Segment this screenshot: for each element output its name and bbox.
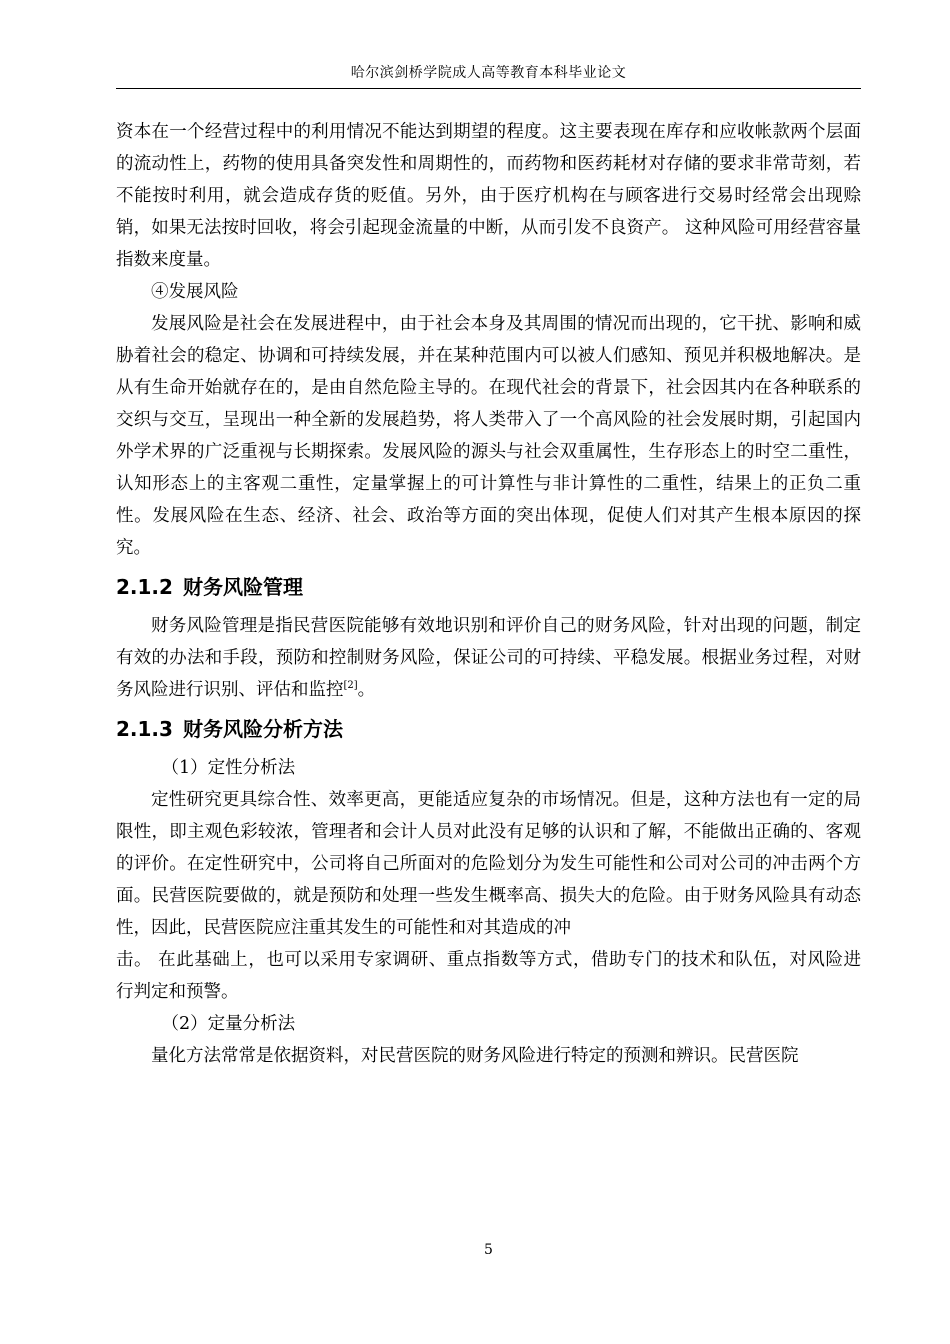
paragraph-development-risk: 发展风险是社会在发展进程中，由于社会本身及其周围的情况而出现的，它干扰、影响和威胁着社会的稳定、协调和可持续发展，并在某种范围内可以被人们感知、预见并积极地解决。是从有生命开始就存在的，是由自然危险主导的。在现代社会的背景下，社会因其内在各种联系的交织与交互，呈现出一种全新的发展趋势，将人类带入了一个高风险的社会发展时期，引起国内外学术界的广泛重视与长期探索。发展风险的源头与社会双重属性，生存形态上的时空二重性，认知形态上的主客观二重性，定量掌握上的可计算性与非计算性的二重性，结果上的正负二重性。发展风险在生态、经济、社会、政治等方面的突出体现，促使人们对其产生根本原因的探究。 — [116, 314, 861, 558]
page-number: 5 — [484, 1242, 493, 1258]
header-rule — [116, 88, 861, 89]
list-item-development-risk: ④发展风险 — [151, 282, 239, 302]
paragraph-quantitative: 量化方法常常是依据资料，对民营医院的财务风险进行特定的预测和辨识。民营医院 — [151, 1046, 799, 1066]
citation-ref: [2] — [343, 680, 358, 692]
section-title: 财务风险分析方法 — [182, 717, 343, 741]
paragraph-text: 财务风险管理是指民营医院能够有效地识别和评价自己的财务风险，针对出现的问题，制定有效的办法和手段，预防和控制财务风险，保证公司的可持续、平稳发展。根据业务过程，对财务风险进行识别、评估和监控 — [116, 616, 861, 700]
running-header: 哈尔滨剑桥学院成人高等教育本科毕业论文 — [350, 65, 627, 81]
section-title: 财务风险管理 — [182, 575, 303, 599]
section-number: 2.1.3 — [116, 717, 173, 741]
section-number: 2.1.2 — [116, 575, 173, 599]
paragraph-capital-risk: 资本在一个经营过程中的利用情况不能达到期望的程度。这主要表现在库存和应收帐款两个层面的流动性上，药物的使用具备突发性和周期性的，而药物和医药耗材对存储的要求非常苛刻，若不能按时利用，就会造成存货的贬值。另外，由于医疗机构在与顾客进行交易时经常会出现赊销，如果无法按时回收，将会引起现金流量的中断，从而引发不良资产。 这种风险可用经营容量指数来度量。 — [116, 122, 861, 270]
list-item-qualitative: （1）定性分析法 — [161, 758, 296, 778]
section-heading-2-1-3 — [116, 708, 861, 750]
paragraph-end: 。 — [357, 680, 376, 700]
paragraph-qualitative-a: 定性研究更具综合性、效率更高，更能适应复杂的市场情况。但是，这种方法也有一定的局限性，即主观色彩较浓，管理者和会计人员对此没有足够的认识和了解，不能做出正确的、客观的评价。在定性研究中，公司将自己所面对的危险划分为发生可能性和公司对公司的冲击两个方面。民营医院要做的，就是预防和处理一些发生概率高、损失大的危险。由于财务风险具有动态性，因此，民营医院应注重其发生的可能性和对其造成的冲 — [116, 790, 861, 938]
section-heading-2-1-2 — [116, 566, 861, 608]
list-item-quantitative: （2）定量分析法 — [161, 1014, 296, 1034]
paragraph-qualitative-b: 击。 在此基础上，也可以采用专家调研、重点指数等方式，借助专门的技术和队伍，对风险进 行判定和预警。 — [116, 950, 861, 1002]
paragraph-risk-management — [116, 610, 861, 706]
document-body — [116, 116, 861, 1072]
